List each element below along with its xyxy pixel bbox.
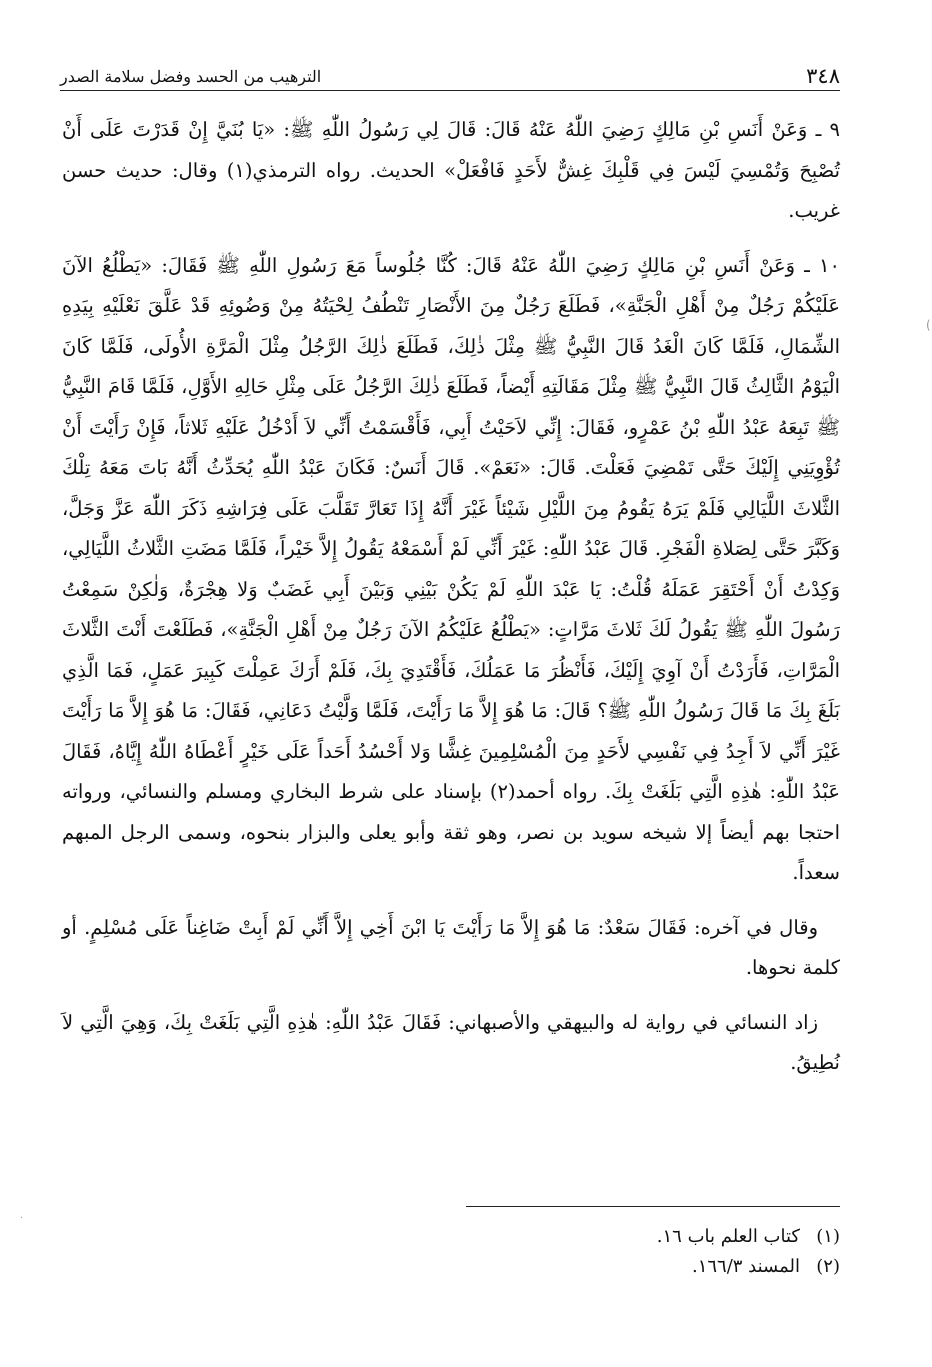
running-title: الترهيب من الحسد وفضل سلامة الصدر [60,67,322,86]
hadith-10-paragraph: ١٠ ـ وَعَنْ أَنَسِ بْنِ مَالِكٍ رَضِيَ اللّٰهُ عَنْهُ قَالَ: كُنَّا جُلُوساً مَعَ رَسُولِ اللّٰهِ ﷺ فَقَالَ: «يَطْلُعُ الآنَ عَلَيْكُمْ رَجُلٌ مِنْ أَهْلِ الْجَنَّةِ»، فَطَلَعَ رَجُلٌ مِنَ الأَنْصَارِ تَنْطُفُ لِحْيَتُهُ مِنْ وَضُوئِهِ قَدْ عَلَّقَ نَعْلَيْهِ بِيَدِهِ الشِّمَالِ، فَلَمَّا كَانَ الْغَدُ قَالَ النَّبِيُّ ﷺ مِثْلَ ذٰلِكَ، فَطَلَعَ ذٰلِكَ الرَّجُلُ مِثْلَ الْمَرَّةِ الأُولَى، فَلَمَّا كَانَ الْيَوْمُ الثَّالِثُ قَالَ النَّبِيُّ ﷺ مِثْلَ مَقَالَتِهِ أَيْضاً، فَطَلَعَ ذٰلِكَ الرَّجُلُ عَلَى مِثْلِ حَالِهِ الأَوَّلِ، فَلَمَّا قَامَ النَّبِيُّ ﷺ تَبِعَهُ عَبْدُ اللّٰهِ بْنُ عَمْرٍو، فَقَالَ: إِنِّي لاَحَيْتُ أَبِي، فَأَقْسَمْتُ أَنِّي لاَ أَدْخُلُ عَلَيْهِ ثَلاثاً، فَإِنْ رَأَيْتَ أَنْ تُؤْوِيَنِي إِلَيْكَ حَتَّى تَمْضِيَ فَعَلْتَ. قَالَ: «نَعَمْ». قَالَ أَنَسٌ: فَكَانَ عَبْدُ اللّٰهِ يُحَدِّثُ أَنَّهُ بَاتَ مَعَهُ تِلْكَ الثَّلاثَ اللَّيَالِي فَلَمْ يَرَهُ يَقُومُ مِنَ اللَّيْلِ شَيْئاً غَيْرَ أَنَّهُ إِذَا تَعَارَّ تَقَلَّبَ عَلَى فِرَاشِهِ ذَكَرَ اللّٰهَ عَزَّ وَجَلَّ، وَكَبَّرَ حَتَّى لِصَلاةِ الْفَجْرِ. قَالَ عَبْدُ اللّٰهِ: غَيْرَ أَنِّي لَمْ أَسْمَعْهُ يَقُولُ إِلاَّ خَيْراً، فَلَمَّا مَضَتِ الثَّلاثُ اللَّيَالِي، وَكِدْتُ أَنْ أَحْتَقِرَ عَمَلَهُ قُلْتُ: يَا عَبْدَ اللّٰهِ لَمْ يَكُنْ بَيْنِي وَبَيْنَ أَبِي غَضَبٌ وَلا هِجْرَةٌ، وَلٰكِنْ سَمِعْتُ رَسُولَ اللّٰهِ ﷺ يَقُولُ لَكَ ثَلاثَ مَرَّاتٍ: «يَطْلُعُ عَلَيْكُمُ الآنَ رَجُلٌ مِنْ أَهْلِ الْجَنَّةِ»، فَطَلَعْتَ أَنْتَ الثَّلاثَ الْمَرَّاتِ، فَأَرَدْتُ أَنْ آوِيَ إِلَيْكَ، فَأَنْظُرَ مَا عَمَلُكَ، فَأَقْتَدِيَ بِكَ، فَلَمْ أَرَكَ عَمِلْتَ كَبِيرَ عَمَلٍ، فَمَا الَّذِي بَلَغَ بِكَ مَا قَالَ رَسُولُ اللّٰهِ ﷺ؟ قَالَ: مَا هُوَ إِلاَّ مَا رَأَيْتَ، فَلَمَّا وَلَّيْتُ دَعَانِي، فَقَالَ: مَا هُوَ إِلاَّ مَا رَأَيْتَ غَيْرَ أَنِّي لاَ أَجِدُ فِي نَفْسِي لأَحَدٍ مِنَ الْمُسْلِمِينَ غِشًّا وَلا أَحْسُدُ أَحَداً عَلَى خَيْرٍ أَعْطَاهُ اللّٰهُ إِيَّاهُ، فَقَالَ عَبْدُ اللّٰهِ: هٰذِهِ الَّتِي بَلَغَتْ بِكَ. رواه أحمد(٢) بإسناد على شرط البخاري ومسلم والنسائي، ورواته احتجا بهم أيضاً إلا شيخه سويد بن نصر، وهو ثقة وأبو يعلى والبزار بنحوه، وسمى الرجل المبهم سعداً. [62,253,840,884]
footnote-divider [466,1206,840,1207]
running-header [60,62,840,91]
footnote-1-text: كتاب العلم باب ١٦. [656,1226,800,1247]
addendum-paragraph: وقال في آخره: فَقَالَ سَعْدٌ: مَا هُوَ إِلاَّ مَا رَأَيْتَ يَا ابْنَ أَخِي إِلاَّ أَنِّي لَمْ أَبِتْ ضَاغِناً عَلَى مُسْلِمٍ. أو كلمة نحوها. [62,915,840,979]
footnote-1 [460,1222,840,1252]
footnote-2-number: (٢) [816,1256,840,1277]
scan-speck: . [20,1210,24,1221]
page-number: ٣٤٨ [806,64,840,88]
scan-speck: ) [926,318,931,332]
hadith-9-paragraph: ٩ ـ وَعَنْ أَنَسِ بْنِ مَالِكٍ رَضِيَ اللّٰهُ عَنْهُ قَالَ: قَالَ لِي رَسُولُ اللّٰهِ ﷺ: «يَا بُنَيَّ إِنْ قَدَرْتَ عَلَى أَنْ تُصْبِحَ وَتُمْسِيَ لَيْسَ فِي قَلْبِكَ غِشٌّ لأَحَدٍ فَافْعَلْ» الحديث. رواه الترمذي(١) وقال: حديث حسن غريب. [62,118,840,222]
footnote-2-text: المسند ١٦٦/٣. [691,1256,800,1277]
nasai-addition-paragraph: زاد النسائي في رواية له والبيهقي والأصبهاني: فَقَالَ عَبْدُ اللّٰهِ: هٰذِهِ الَّتِي بَلَغَتْ بِكَ، وَهِيَ الَّتِي لاَ نُطِيقُ. [62,1010,840,1074]
main-text [62,110,840,1084]
footnote-2 [460,1252,840,1282]
footnote-1-number: (١) [816,1226,840,1247]
footnotes [460,1222,840,1282]
